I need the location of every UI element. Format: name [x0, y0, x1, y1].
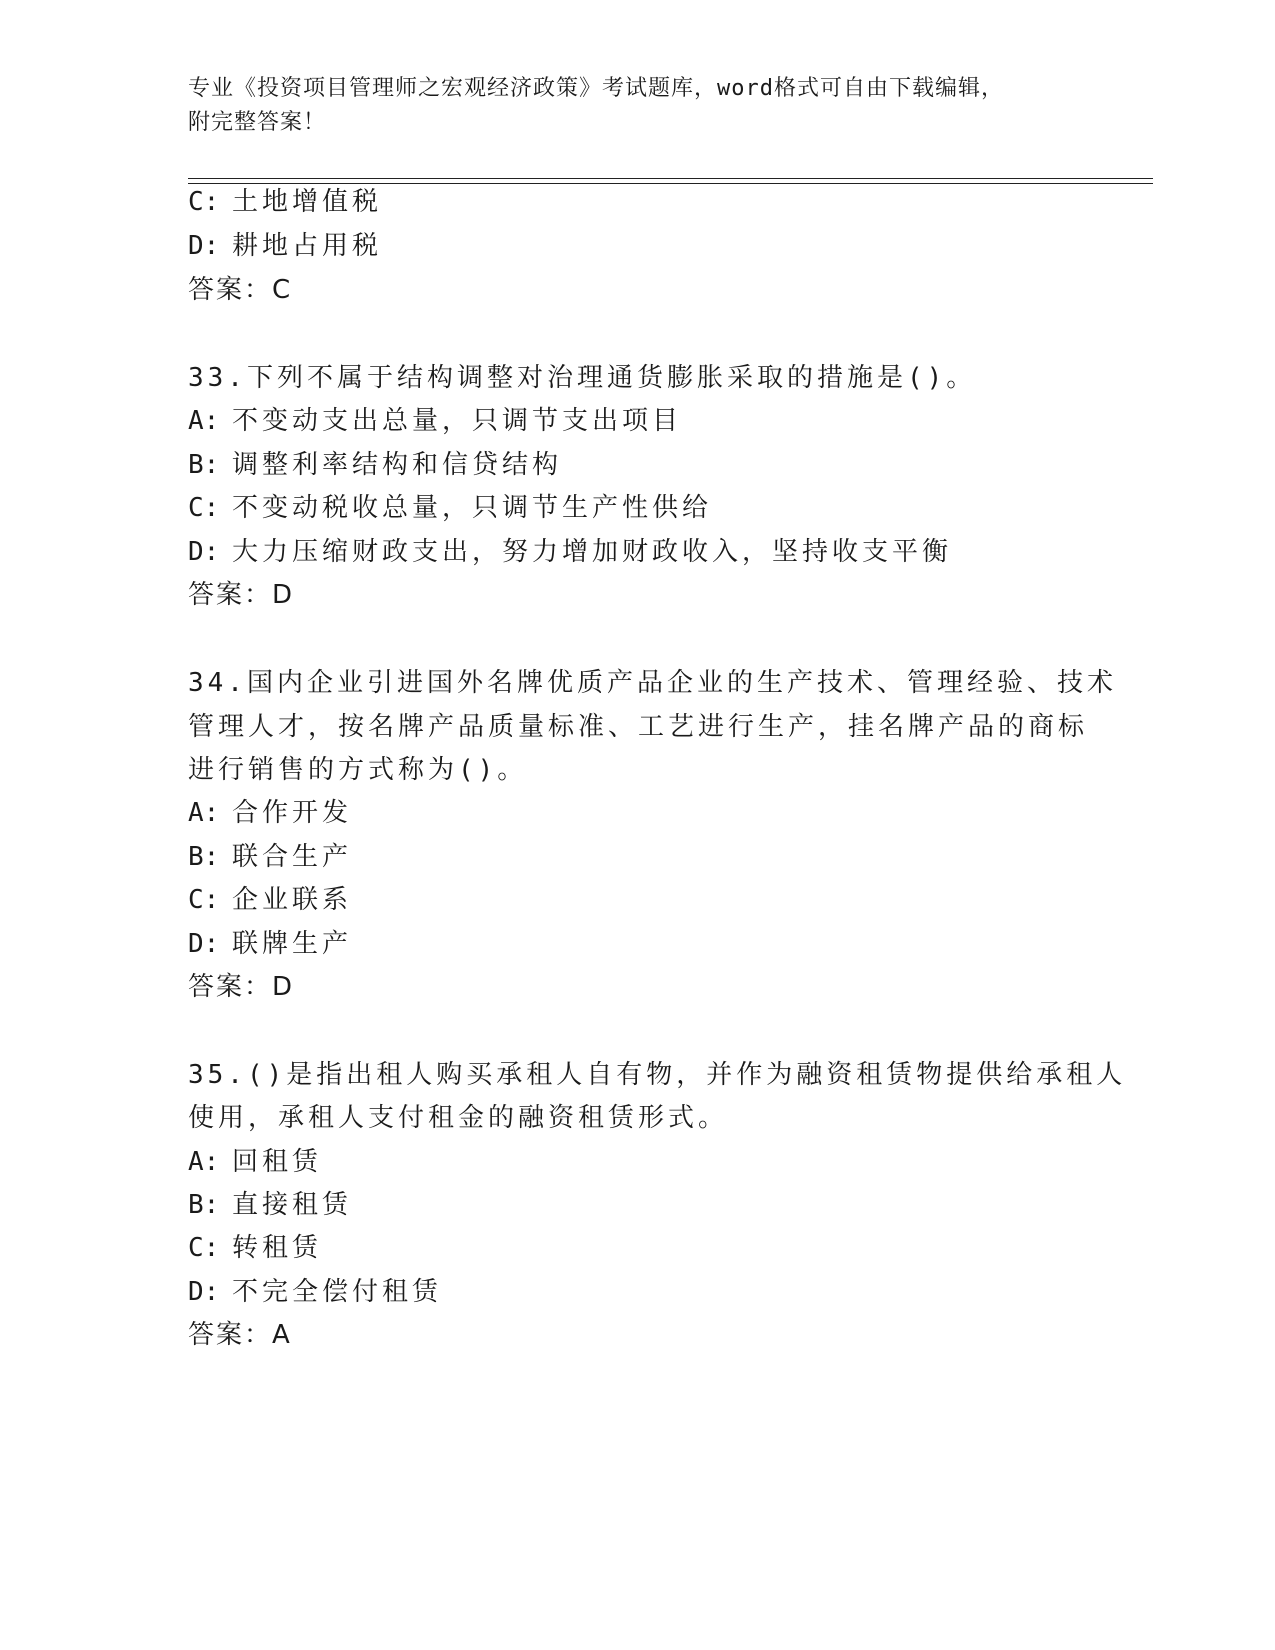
option-letter: C:: [188, 493, 220, 523]
header-divider-bottom: [188, 183, 1153, 184]
document-header: [188, 72, 1068, 140]
header-divider-top: [188, 178, 1153, 179]
option-b: [188, 1188, 352, 1222]
option-text: 企业联系: [232, 885, 353, 915]
option-text: 合作开发: [232, 798, 353, 828]
option-letter: A:: [188, 406, 220, 436]
option-letter: D:: [188, 1277, 220, 1307]
option-text: 直接租赁: [232, 1190, 353, 1220]
option-letter: C:: [188, 885, 220, 915]
option-d: [188, 927, 352, 961]
header-line-1: 专业《投资项目管理师之宏观经济政策》考试题库，word格式可自由下载编辑，: [188, 76, 1004, 101]
option-c: [188, 1231, 322, 1265]
option-b: [188, 840, 352, 874]
option-a: [188, 1145, 322, 1179]
answer-line: 答案：D: [188, 972, 295, 1002]
option-letter: A:: [188, 1147, 220, 1177]
option-letter: D:: [188, 929, 220, 959]
option-letter: C:: [188, 1233, 220, 1263]
option-letter: C:: [188, 187, 220, 217]
option-text: 不完全偿付租赁: [232, 1277, 443, 1307]
option-text: 耕地占用税: [232, 231, 383, 261]
option-c: [188, 491, 712, 525]
option-text: 转租赁: [232, 1233, 323, 1263]
option-letter: B:: [188, 450, 220, 480]
header-line-2: 附完整答案！: [188, 110, 327, 135]
option-text: 调整利率结构和信贷结构: [232, 450, 563, 480]
option-d: [188, 535, 952, 569]
answer-line: 答案：D: [188, 580, 295, 610]
option-text: 回租赁: [232, 1147, 323, 1177]
option-text: 不变动税收总量，只调节生产性供给: [232, 493, 713, 523]
question-stem: 使用，承租人支付租金的融资租赁形式。: [188, 1103, 729, 1133]
option-c: [188, 185, 382, 219]
option-text: 土地增值税: [232, 187, 383, 217]
option-text: 联牌生产: [232, 929, 353, 959]
option-letter: A:: [188, 798, 220, 828]
option-d: [188, 229, 382, 263]
question-stem: 进行销售的方式称为()。: [188, 755, 528, 785]
option-letter: D:: [188, 537, 220, 567]
option-a: [188, 796, 352, 830]
option-text: 不变动支出总量，只调节支出项目: [232, 406, 683, 436]
option-text: 联合生产: [232, 842, 353, 872]
option-d: [188, 1275, 442, 1309]
option-letter: D:: [188, 231, 220, 261]
question-stem: 35.()是指出租人购买承租人自有物，并作为融资租赁物提供给承租人: [188, 1060, 1127, 1090]
answer-line: 答案：C: [188, 275, 293, 305]
answer-line: 答案：A: [188, 1320, 292, 1350]
option-a: [188, 404, 682, 438]
question-stem: 管理人才，按名牌产品质量标准、工艺进行生产，挂名牌产品的商标: [188, 712, 1089, 742]
question-stem: 33.下列不属于结构调整对治理通货膨胀采取的措施是()。: [188, 363, 977, 393]
option-letter: B:: [188, 842, 220, 872]
option-letter: B:: [188, 1190, 220, 1220]
question-stem: 34.国内企业引进国外名牌优质产品企业的生产技术、管理经验、技术: [188, 668, 1117, 698]
option-text: 大力压缩财政支出，努力增加财政收入，坚持收支平衡: [232, 537, 953, 567]
option-c: [188, 883, 352, 917]
option-b: [188, 448, 562, 482]
